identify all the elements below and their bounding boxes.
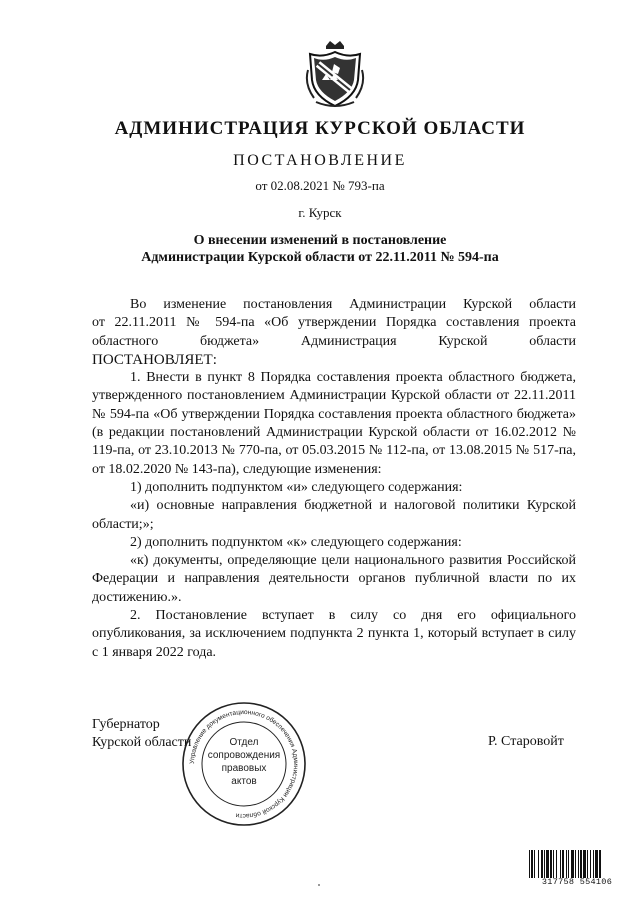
preamble-line-3: областного бюджета» Администрация Курской области (92, 333, 576, 349)
preamble-line-1: Во изменение постановления Администрации Курской области (130, 297, 576, 312)
subject-line-2: Администрации Курской области от 22.11.2011 № 594-па (141, 250, 499, 265)
preamble-line-2: от 22.11.2011 № 594-па «Об утверждении Порядка составления проекта (92, 315, 576, 331)
paragraph-item-2: 2. Постановление вступает в силу со дня его официального опубликования, за исключением подпункта 2 пункта 1, который вступает в силу с 1 января 2022 года. (92, 608, 576, 660)
organization-heading: АДМИНИСТРАЦИЯ КУРСКОЙ ОБЛАСТИ (114, 118, 526, 139)
signatory-name: Р. Старовойт (488, 734, 564, 749)
barcode (529, 850, 621, 878)
paragraph-sub-2-text: «к) документы, определяющие цели национального развития Российской Федерации и направления деятельности органов публичной власти по их достижению.». (92, 553, 576, 605)
signatory-title-line-1: Губернатор (92, 717, 160, 732)
stamp-line-2: сопровождения (207, 750, 281, 761)
document-city: г. Курск (298, 205, 342, 220)
subject-line-1: О внесении изменений в постановление (193, 233, 447, 248)
stamp-line-3: правовых (221, 763, 267, 774)
document-date-number: от 02.08.2021 № 793-па (255, 178, 385, 193)
stamp-ring-text: Управление документационного обеспечения Администрации Курской области (188, 708, 300, 820)
barcode-number: 317758 554106 (541, 877, 613, 887)
document-type-heading: ПОСТАНОВЛЕНИЕ (233, 152, 407, 169)
paragraph-sub-1: 1) дополнить подпунктом «и» следующего содержания: (130, 479, 463, 495)
signatory-title-line-2: Курской области (92, 735, 192, 750)
stamp-center-text (196, 736, 292, 788)
document-subject (0, 232, 640, 266)
stamp-line-4: актов (231, 776, 257, 787)
document-body (92, 296, 576, 662)
decree-word: ПОСТАНОВЛЯЕТ: (92, 351, 217, 368)
signatory-title (92, 716, 191, 752)
stamp-line-1: Отдел (229, 737, 259, 748)
paragraph-sub-2: 2) дополнить подпунктом «к» следующего содержания: (130, 534, 462, 550)
paragraph-sub-1-text: «и) основные направления бюджетной и налоговой политики Курской области;»; (92, 498, 576, 532)
coat-of-arms-emblem (304, 40, 366, 110)
paragraph-item-1: 1. Внести в пункт 8 Порядка составления проекта областного бюджета, утвержденного постановлением Администрации Курской области от 22.11.2011 № 594-па «Об утверждении Порядка составления проекта областного бюджета» (в редакции постановлений Администрации Курской области от 16.02.2012 № 119-па, от 23.10.2013 № 770-па, от 05.03.2015 № 112-па, от 13.08.2015 № 517-па, от 18.02.2020 № 143-па), следующие изменения: (92, 370, 576, 477)
scan-speck (318, 884, 320, 886)
